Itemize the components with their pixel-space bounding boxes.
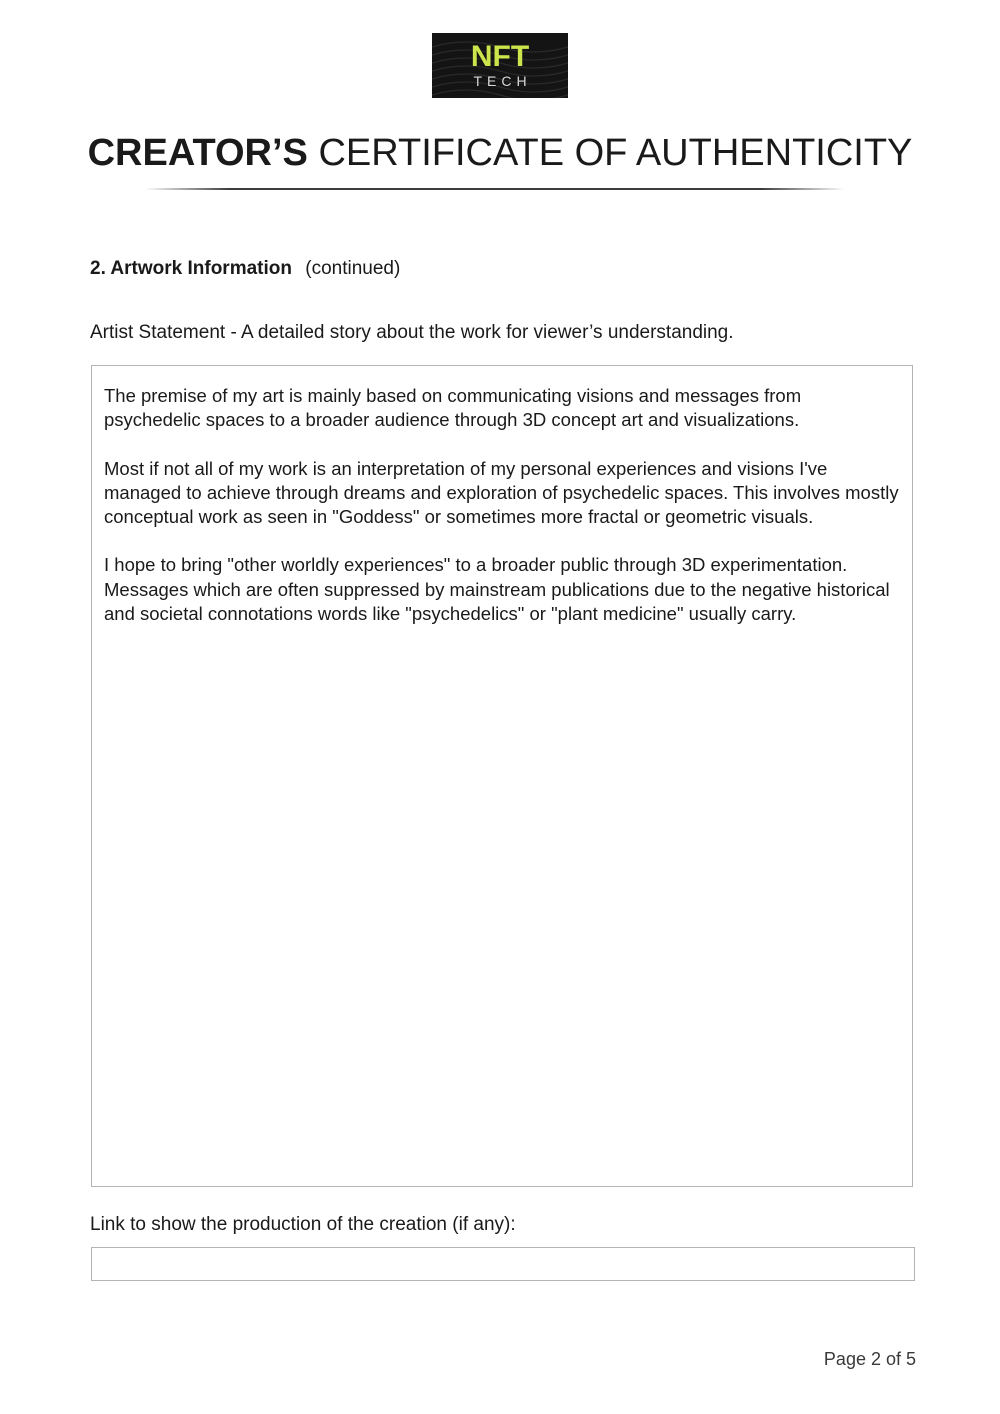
production-link-label: Link to show the production of the creation (if any):	[90, 1214, 516, 1235]
section-heading-title: 2. Artwork Information	[90, 258, 292, 279]
statement-paragraph-3: I hope to bring "other worldly experiences" to a broader public through 3D experimentation. Messages which are often suppressed by mainstream publications due to the negative historical and societal connotations words like "psychedelics" or "plant medicine" usually carry.	[104, 554, 890, 625]
page-number: Page 2 of 5	[823, 1349, 916, 1369]
logo-main-text: NFT	[470, 40, 530, 73]
nft-tech-logo	[432, 33, 568, 98]
production-link-field[interactable]	[91, 1247, 915, 1281]
statement-paragraph-1: The premise of my art is mainly based on communicating visions and messages from psychedelic spaces to a broader audience through 3D concept art and visualizations.	[104, 385, 802, 431]
artist-statement-label: Artist Statement - A detailed story about the work for viewer’s understanding.	[90, 322, 734, 343]
title-divider	[145, 188, 845, 190]
page-title	[0, 130, 1000, 176]
artist-statement-field[interactable]	[91, 365, 913, 1187]
page-title-rest: CERTIFICATE OF AUTHENTICITY	[318, 132, 913, 174]
page-title-bold: CREATOR’S	[87, 132, 308, 174]
logo-sub-text: TECH	[473, 73, 532, 89]
section-heading-aside: (continued)	[305, 258, 401, 279]
statement-paragraph-2: Most if not all of my work is an interpretation of my personal experiences and visions I've managed to achieve through dreams and exploration of psychedelic spaces. This involves mostly conceptual work as seen in "Goddess" or sometimes more fractal or geometric visuals.	[104, 457, 899, 528]
section-heading	[90, 257, 400, 281]
